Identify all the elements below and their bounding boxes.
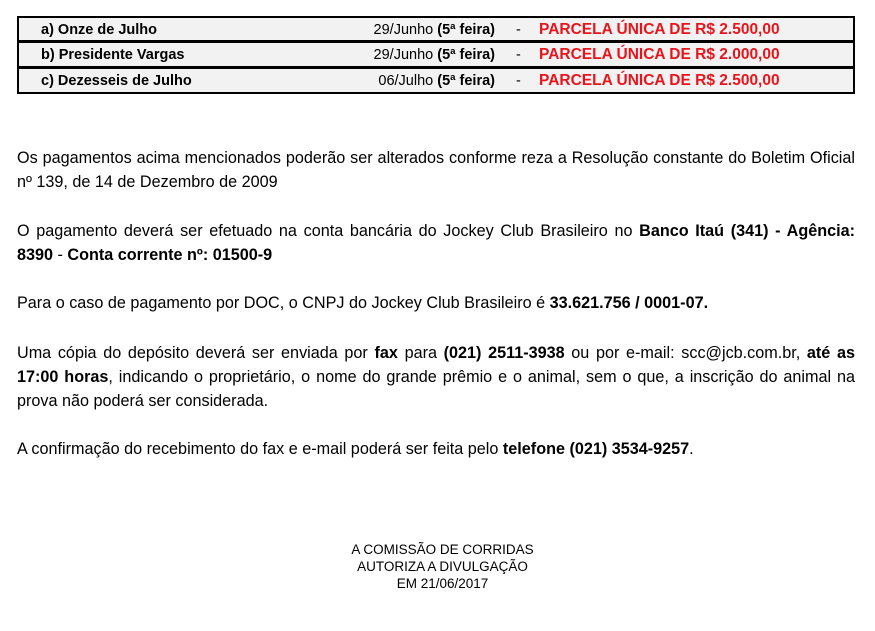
race-row	[17, 42, 855, 68]
separator-dash: -	[516, 22, 521, 38]
paragraph-confirmation: A confirmação do recebimento do fax e e-mail poderá ser feita pelo telefone (021) 3534-9257.	[17, 440, 694, 458]
parcela-amount: PARCELA ÚNICA DE R$ 2.500,00	[539, 72, 780, 89]
parcela-amount: PARCELA ÚNICA DE R$ 2.000,00	[539, 46, 780, 63]
separator-dash: -	[516, 47, 521, 63]
race-list	[17, 16, 855, 94]
paragraph-bank-account: O pagamento deverá ser efetuado na conta bancária do Jockey Club Brasileiro no Banco Itaú (341) - Agência: 8390 - Conta corrente nº: 01500-9	[17, 222, 855, 264]
signature-block	[0, 541, 875, 592]
race-date: 29/Junho (5ª feira)	[373, 22, 495, 38]
race-name: a) Onze de Julho	[41, 22, 158, 38]
signature-line: A COMISSÃO DE CORRIDAS	[351, 542, 534, 557]
separator-dash: -	[516, 73, 521, 89]
race-name: b) Presidente Vargas	[41, 47, 185, 63]
race-row	[17, 16, 855, 42]
paragraph-deposit-copy: Uma cópia do depósito deverá ser enviada por fax para (021) 2511-3938 ou por e-mail: scc@jcb.com.br, até as 17:00 horas, indicando o proprietário, o nome do grande prêmio e o animal, sem o que, a inscrição do animal na prova não poderá ser considerada.	[17, 344, 855, 410]
paragraph-resolution: Os pagamentos acima mencionados poderão ser alterados conforme reza a Resolução constante do Boletim Oficial nº 139, de 14 de Dezembro de 2009	[17, 149, 855, 191]
race-row	[17, 68, 855, 94]
race-name: c) Dezesseis de Julho	[41, 73, 192, 89]
race-date: 29/Junho (5ª feira)	[373, 47, 495, 63]
race-date: 06/Julho (5ª feira)	[378, 73, 495, 89]
paragraph-cnpj: Para o caso de pagamento por DOC, o CNPJ do Jockey Club Brasileiro é 33.621.756 / 0001-07.	[17, 294, 709, 312]
signature-line: AUTORIZA A DIVULGAÇÃO	[357, 559, 528, 574]
parcela-amount: PARCELA ÚNICA DE R$ 2.500,00	[539, 21, 780, 38]
signature-date: EM 21/06/2017	[396, 576, 489, 591]
